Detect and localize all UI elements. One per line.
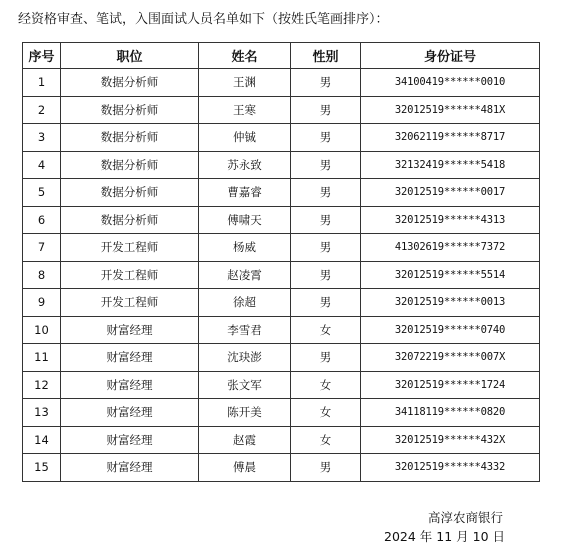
cell-id-number: 32012519******4332 [361,454,540,482]
cell-sex: 女 [291,399,361,427]
cell-position: 数据分析师 [61,96,199,124]
cell-sex: 男 [291,69,361,97]
cell-name: 赵凌霄 [199,261,291,289]
cell-name: 苏永致 [199,151,291,179]
table-row [23,454,540,482]
cell-serial-number: 10 [23,316,61,344]
table-row [23,316,540,344]
cell-name: 陈开美 [199,399,291,427]
cell-position: 财富经理 [61,454,199,482]
cell-id-number: 32072219******007X [361,344,540,372]
cell-id-number: 32012519******4313 [361,206,540,234]
cell-serial-number: 4 [23,151,61,179]
cell-name: 仲铖 [199,124,291,152]
cell-sex: 女 [291,316,361,344]
cell-name: 张文军 [199,371,291,399]
cell-id-number: 32012519******0740 [361,316,540,344]
table-row [23,96,540,124]
cell-position: 开发工程师 [61,289,199,317]
cell-serial-number: 15 [23,454,61,482]
cell-sex: 女 [291,371,361,399]
cell-position: 财富经理 [61,316,199,344]
cell-id-number: 34118119******0820 [361,399,540,427]
cell-serial-number: 6 [23,206,61,234]
cell-name: 徐超 [199,289,291,317]
cell-position: 数据分析师 [61,151,199,179]
candidate-table [22,42,540,482]
cell-serial-number: 11 [23,344,61,372]
cell-id-number: 32012519******5514 [361,261,540,289]
table-row [23,234,540,262]
header-id-number: 身份证号 [361,43,540,69]
cell-serial-number: 5 [23,179,61,207]
table-row [23,206,540,234]
cell-sex: 男 [291,206,361,234]
cell-sex: 女 [291,426,361,454]
cell-name: 赵霞 [199,426,291,454]
cell-id-number: 34100419******0010 [361,69,540,97]
cell-sex: 男 [291,179,361,207]
cell-sex: 男 [291,151,361,179]
cell-position: 数据分析师 [61,206,199,234]
table-row [23,179,540,207]
cell-serial-number: 14 [23,426,61,454]
cell-name: 李雪君 [199,316,291,344]
table-row [23,261,540,289]
cell-serial-number: 3 [23,124,61,152]
cell-position: 数据分析师 [61,69,199,97]
cell-serial-number: 12 [23,371,61,399]
cell-sex: 男 [291,124,361,152]
header-name: 姓名 [199,43,291,69]
cell-serial-number: 2 [23,96,61,124]
cell-position: 数据分析师 [61,179,199,207]
intro-text: 经资格审查、笔试，入围面试人员名单如下（按姓氏笔画排序）： [18,12,389,27]
cell-name: 傅晨 [199,454,291,482]
cell-serial-number: 13 [23,399,61,427]
cell-name: 傅啸天 [199,206,291,234]
cell-id-number: 32012519******0013 [361,289,540,317]
cell-id-number: 32012519******0017 [361,179,540,207]
cell-sex: 男 [291,454,361,482]
cell-name: 沈玦澎 [199,344,291,372]
cell-serial-number: 1 [23,69,61,97]
cell-position: 数据分析师 [61,124,199,152]
table-row [23,289,540,317]
cell-name: 王渊 [199,69,291,97]
cell-sex: 男 [291,234,361,262]
header-serial-number: 序号 [23,43,61,69]
table-row [23,69,540,97]
cell-id-number: 32132419******5418 [361,151,540,179]
cell-id-number: 32062119******8717 [361,124,540,152]
cell-id-number: 32012519******481X [361,96,540,124]
table-row [23,344,540,372]
table-row [23,151,540,179]
cell-id-number: 41302619******7372 [361,234,540,262]
issue-date: 2024 年 11 月 10 日 [384,529,505,544]
cell-position: 财富经理 [61,399,199,427]
cell-position: 财富经理 [61,426,199,454]
cell-sex: 男 [291,96,361,124]
issuer-name: 高淳农商银行 [427,510,503,525]
cell-serial-number: 9 [23,289,61,317]
cell-name: 王寒 [199,96,291,124]
cell-id-number: 32012519******432X [361,426,540,454]
cell-sex: 男 [291,344,361,372]
table-row [23,426,540,454]
header-sex: 性别 [291,43,361,69]
table-row [23,124,540,152]
cell-sex: 男 [291,289,361,317]
cell-id-number: 32012519******1724 [361,371,540,399]
cell-serial-number: 7 [23,234,61,262]
cell-position: 财富经理 [61,344,199,372]
cell-position: 开发工程师 [61,234,199,262]
table-row [23,399,540,427]
table-header-row [23,43,540,69]
table-row [23,371,540,399]
header-position: 职位 [61,43,199,69]
cell-position: 财富经理 [61,371,199,399]
cell-sex: 男 [291,261,361,289]
table-body [23,69,540,482]
cell-name: 杨威 [199,234,291,262]
cell-serial-number: 8 [23,261,61,289]
cell-name: 曹嘉睿 [199,179,291,207]
cell-position: 开发工程师 [61,261,199,289]
